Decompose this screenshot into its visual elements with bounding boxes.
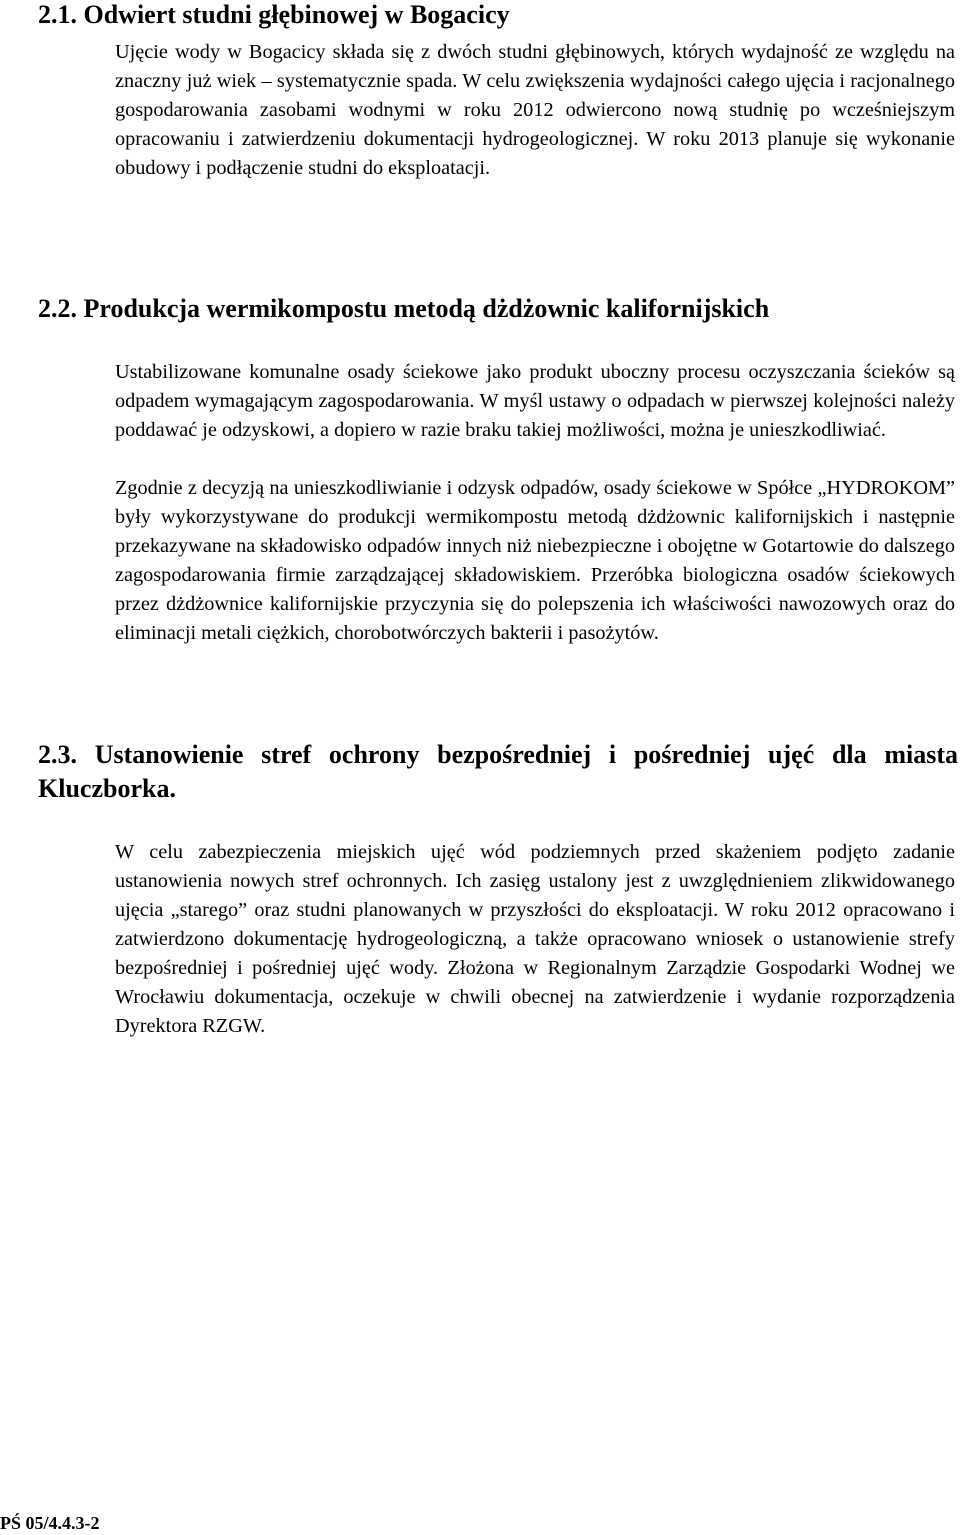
section-2-2-paragraph-2: Zgodnie z decyzją na unieszkodliwianie i odzysk odpadów, osady ściekowe w Spółce „HYDROKOM” były wykorzystywane do produkcji wermikompostu metodą dżdżownic kalifornijskich i następnie przekazywane na składowisko odpadów innych niż niebezpieczne i obojętne w Gotartowie do dalszego zagospodarowania firmie zarządzającej składowiskiem. Przeróbka biologiczna osadów ściekowych przez dżdżownice kalifornijskie przyczynia się do polepszenia ich właściwości nawozowych oraz do eliminacji metali ciężkich, chorobotwórczych bakterii i pasożytów. — [115, 477, 955, 644]
section-heading-2-3: 2.3. Ustanowienie stref ochrony bezpośredniej i pośredniej ujęć dla miasta Kluczborka. — [38, 740, 958, 803]
section-2-1-paragraph: Ujęcie wody w Bogacicy składa się z dwóch studni głębinowych, których wydajność ze względu na znaczny już wiek – systematycznie spada. W celu zwiększenia wydajności całego ujęcia i racjonalnego gospodarowania zasobami wodnymi w roku 2012 odwiercono nową studnię po wcześniejszym opracowaniu i zatwierdzeniu dokumentacji hydrogeologicznej. W roku 2013 planuje się wykonanie obudowy i podłączenie studni do eksploatacji. — [115, 41, 955, 179]
section-2-3-paragraph: W celu zabezpieczenia miejskich ujęć wód podziemnych przed skażeniem podjęto zadanie ustanowienia nowych stref ochronnych. Ich zasięg ustalony jest z uwzględnieniem zlikwidowanego ujęcia „starego” oraz studni planowanych w przyszłości do eksploatacji. W roku 2012 opracowano i zatwierdzono dokumentację hydrogeologiczną, a także opracowano wniosek o ustanowienie strefy bezpośredniej i pośredniej ujęć wody. Złożona w Regionalnym Zarządzie Gospodarki Wodnej we Wrocławiu dokumentacja, oczekuje w chwili obecnej na zatwierdzenie i wydanie rozporządzenia Dyrektora RZGW. — [115, 841, 955, 1037]
document-code-footer: PŚ 05/4.4.3-2 — [0, 1513, 100, 1533]
section-heading-2-1: 2.1. Odwiert studni głębinowej w Bogacicy — [38, 0, 510, 29]
section-heading-2-2: 2.2. Produkcja wermikompostu metodą dżdżownic kalifornijskich — [38, 294, 770, 323]
section-2-2-paragraph-1: Ustabilizowane komunalne osady ściekowe jako produkt uboczny procesu oczyszczania ścieków są odpadem wymagającym zagospodarowania. W myśl ustawy o odpadach w pierwszej kolejności należy poddawać je odzyskowi, a dopiero w razie braku takiej możliwości, można je unieszkodliwiać. — [115, 361, 955, 441]
